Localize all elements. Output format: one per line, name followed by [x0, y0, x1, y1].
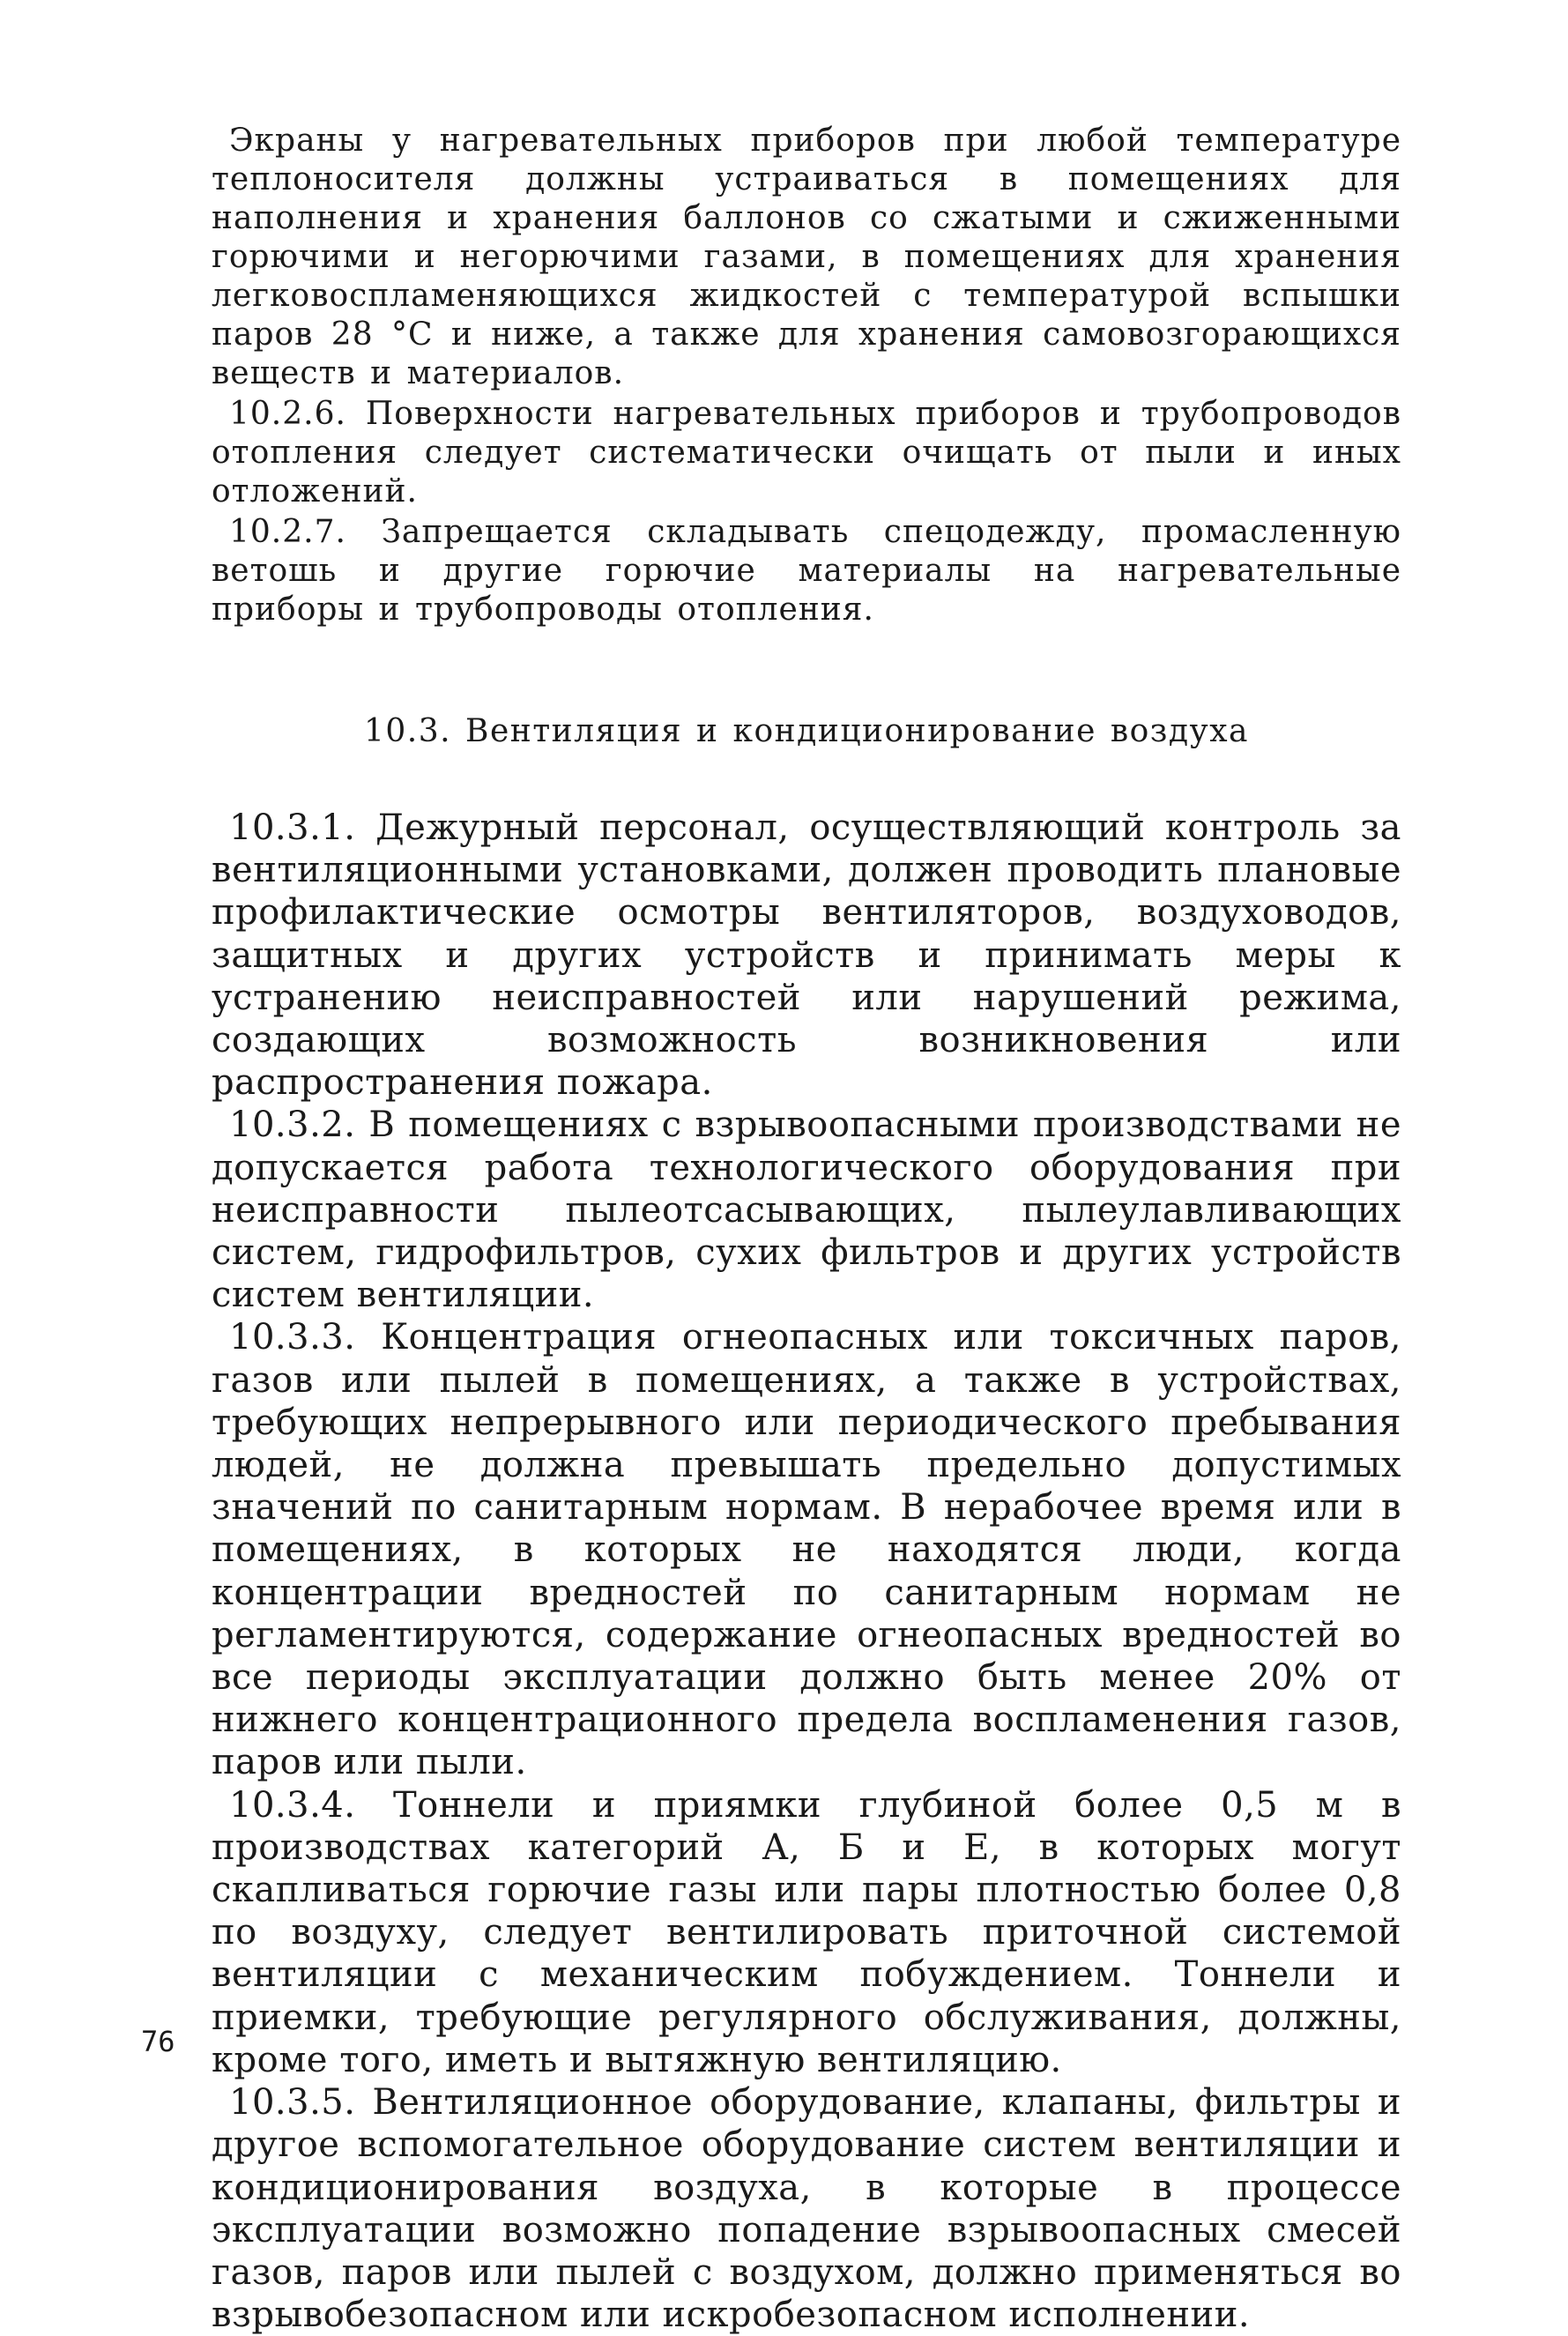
paragraph-10-2-6: 10.2.6. Поверхности нагревательных приборов и трубопроводов отопления следует систематически очищать от пыли и иных отложений. [212, 396, 1401, 510]
top-text-block [212, 122, 1401, 629]
paragraph-screens: Экраны у нагревательных приборов при любой температуре теплоносителя должны устраиваться в помещениях для наполнения и хранения баллонов со сжатыми и сжиженными горючими и негорючими газами, в помещениях для хранения легковоспламеняющихся жидкостей с температурой вспышки паров 28 °С и ниже, а также для хранения самовозгорающихся веществ и материалов. [212, 123, 1401, 391]
paragraph-10-3-3: 10.3.3. Концентрация огнеопасных или токсичных паров, газов или пылей в помещениях, а также в устройствах, требующих непрерывного или периодического пребывания людей, не должна превышать предельно допустимых значений по санитарным нормам. В нерабочее время или в помещениях, в которых не находятся люди, когда концентрации вредностей по санитарным нормам не регламентируются, содержание огнеопасных вредностей во все периоды эксплуатации должно быть менее 20% от нижнего концентрационного предела воспламенения газов, паров или пыли. [212, 1317, 1401, 1783]
paragraph-10-3-5: 10.3.5. Вентиляционное оборудование, клапаны, фильтры и другое вспомогательное оборудование систем вентиляции и кондиционирования воздуха, в которые в процессе эксплуатации возможно попадение взрывоопасных смесей газов, паров или пылей с воздухом, должно применяться во взрывобезопасном или искробезопасном исполнении. [212, 2082, 1401, 2336]
paragraph-10-3-1: 10.3.1. Дежурный персонал, осуществляющий контроль за вентиляционными установками, должен проводить плановые профилактические осмотры вентиляторов, воздуховодов, защитных и других устройств и принимать меры к устранению неисправностей или нарушений режима, создающих возможность возникновения или распространения пожара. [212, 807, 1401, 1104]
paragraph-10-3-4: 10.3.4. Тоннели и приямки глубиной более 0,5 м в производствах категорий А, Б и Е, в которых могут скапливаться горючие газы или пары плотностью более 0,8 по воздуху, следует вентилировать приточной системой вентиляции с механическим побуждением. Тоннели и приемки, требующие регулярного обслуживания, должны, кроме того, иметь и вытяжную вентиляцию. [212, 1784, 1401, 2080]
page-number: 76 [141, 2025, 175, 2058]
paragraph-10-2-7: 10.2.7. Запрещается складывать спецодежду, промасленную ветошь и другие горючие материалы на нагревательные приборы и трубопроводы отопления. [212, 514, 1401, 628]
paragraph-10-3-2: 10.3.2. В помещениях с взрывоопасными производствами не допускается работа технологического оборудования при неисправности пылеотсасывающих, пылеулавливающих систем, гидрофильтров, сухих фильтров и других устройств систем вентиляции. [212, 1105, 1401, 1316]
section-heading: 10.3. Вентиляция и кондиционирование воздуха [363, 713, 1250, 749]
bottom-text-block [212, 807, 1401, 2336]
